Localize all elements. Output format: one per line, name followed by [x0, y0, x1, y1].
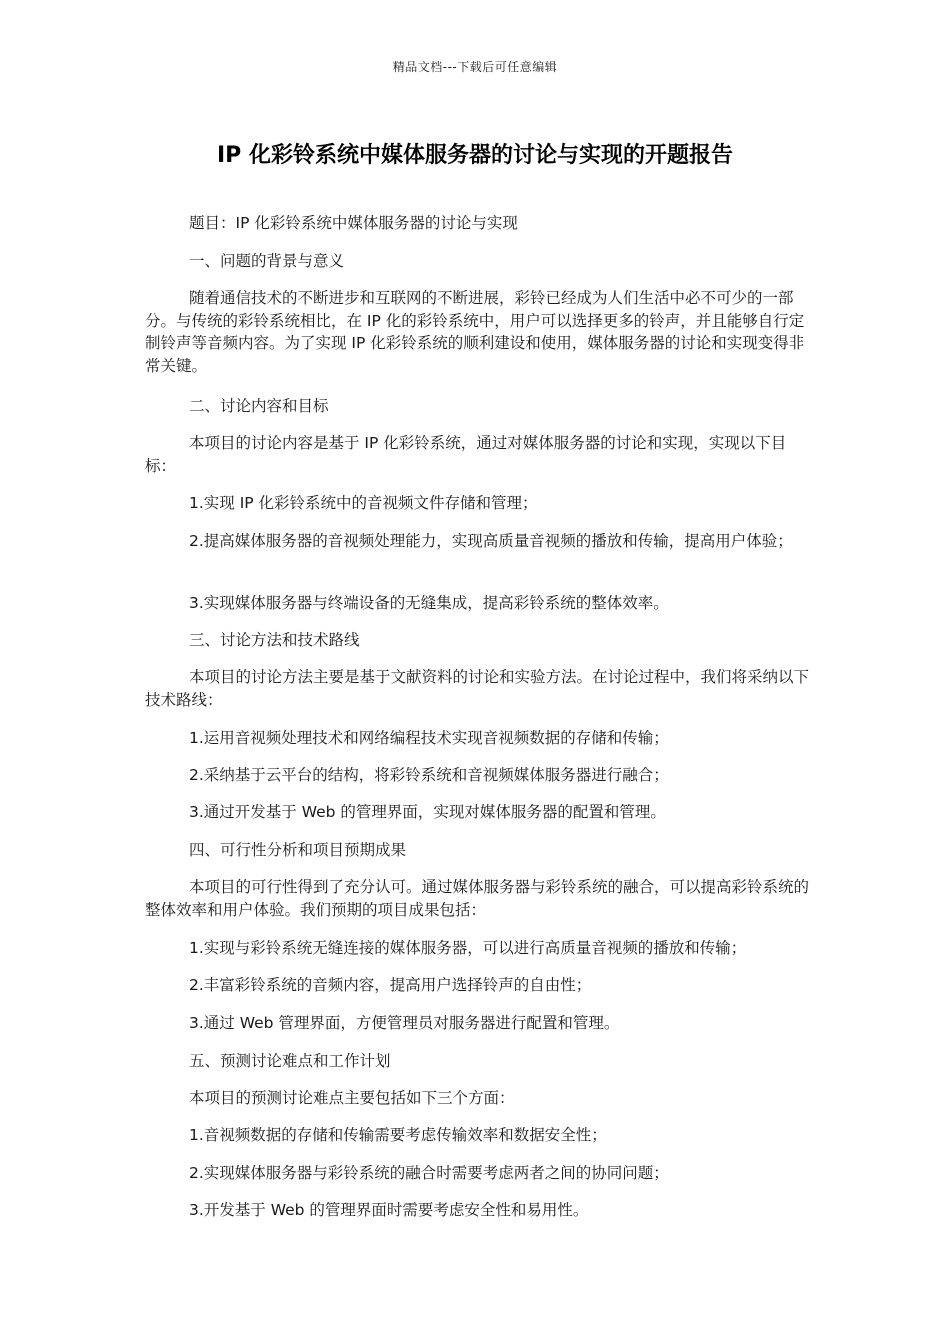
- list-item: 2.丰富彩铃系统的音频内容，提高用户选择铃声的自由性；: [189, 976, 592, 994]
- list-item: 1.实现 IP 化彩铃系统中的音视频文件存储和管理；: [189, 494, 538, 512]
- section-heading: 三、讨论方法和技术路线: [189, 631, 360, 649]
- section-heading: 一、问题的背景与意义: [189, 252, 345, 270]
- paragraph: 本项目的预测讨论难点主要包括如下三个方面：: [189, 1089, 515, 1107]
- paragraph: 本项目的可行性得到了充分认可。通过媒体服务器与彩铃系统的融合，可以提高彩铃系统的整体效率和用户体验。我们预期的项目成果包括：: [145, 878, 810, 919]
- list-item: 3.开发基于 Web 的管理界面时需要考虑安全性和易用性。: [189, 1201, 589, 1219]
- section-heading: 二、讨论内容和目标: [189, 397, 329, 415]
- paragraph-topic: 题目：IP 化彩铃系统中媒体服务器的讨论与实现: [189, 214, 518, 232]
- list-item: 3.实现媒体服务器与终端设备的无缝集成，提高彩铃系统的整体效率。: [189, 594, 669, 612]
- list-item: 3.通过 Web 管理界面，方便管理员对服务器进行配置和管理。: [189, 1014, 620, 1032]
- paragraph: 本项目的讨论内容是基于 IP 化彩铃系统，通过对媒体服务器的讨论和实现，实现以下目标：: [145, 434, 787, 475]
- section-heading: 四、可行性分析和项目预期成果: [189, 841, 407, 859]
- list-item: 2.提高媒体服务器的音视频处理能力，实现高质量音视频的播放和传输，提高用户体验；: [189, 532, 793, 550]
- document-body: [145, 0, 810, 1344]
- section-heading: 五、预测讨论难点和工作计划: [189, 1052, 391, 1070]
- list-item: 3.通过开发基于 Web 的管理界面，实现对媒体服务器的配置和管理。: [189, 803, 666, 821]
- paragraph: 随着通信技术的不断进步和互联网的不断进展，彩铃已经成为人们生活中必不可少的一部分。与传统的彩铃系统相比，在 IP 化的彩铃系统中，用户可以选择更多的铃声，并且能够自行定制铃声等音频内容。为了实现 IP 化彩铃系统的顺利建设和使用，媒体服务器的讨论和实现变得非常关键。: [145, 289, 805, 375]
- page-header-note: 精品文档---下载后可任意编辑: [392, 60, 558, 74]
- list-item: 2.采纳基于云平台的结构，将彩铃系统和音视频媒体服务器进行融合；: [189, 766, 669, 784]
- list-item: 1.音视频数据的存储和传输需要考虑传输效率和数据安全性；: [189, 1126, 607, 1144]
- paragraph: 本项目的讨论方法主要是基于文献资料的讨论和实验方法。在讨论过程中，我们将采纳以下技术路线：: [145, 668, 810, 709]
- list-item: 2.实现媒体服务器与彩铃系统的融合时需要考虑两者之间的协同问题；: [189, 1164, 669, 1182]
- document-title: IP 化彩铃系统中媒体服务器的讨论与实现的开题报告: [217, 143, 733, 168]
- list-item: 1.实现与彩铃系统无缝连接的媒体服务器，可以进行高质量音视频的播放和传输；: [189, 939, 747, 957]
- list-item: 1.运用音视频处理技术和网络编程技术实现音视频数据的存储和传输；: [189, 729, 669, 747]
